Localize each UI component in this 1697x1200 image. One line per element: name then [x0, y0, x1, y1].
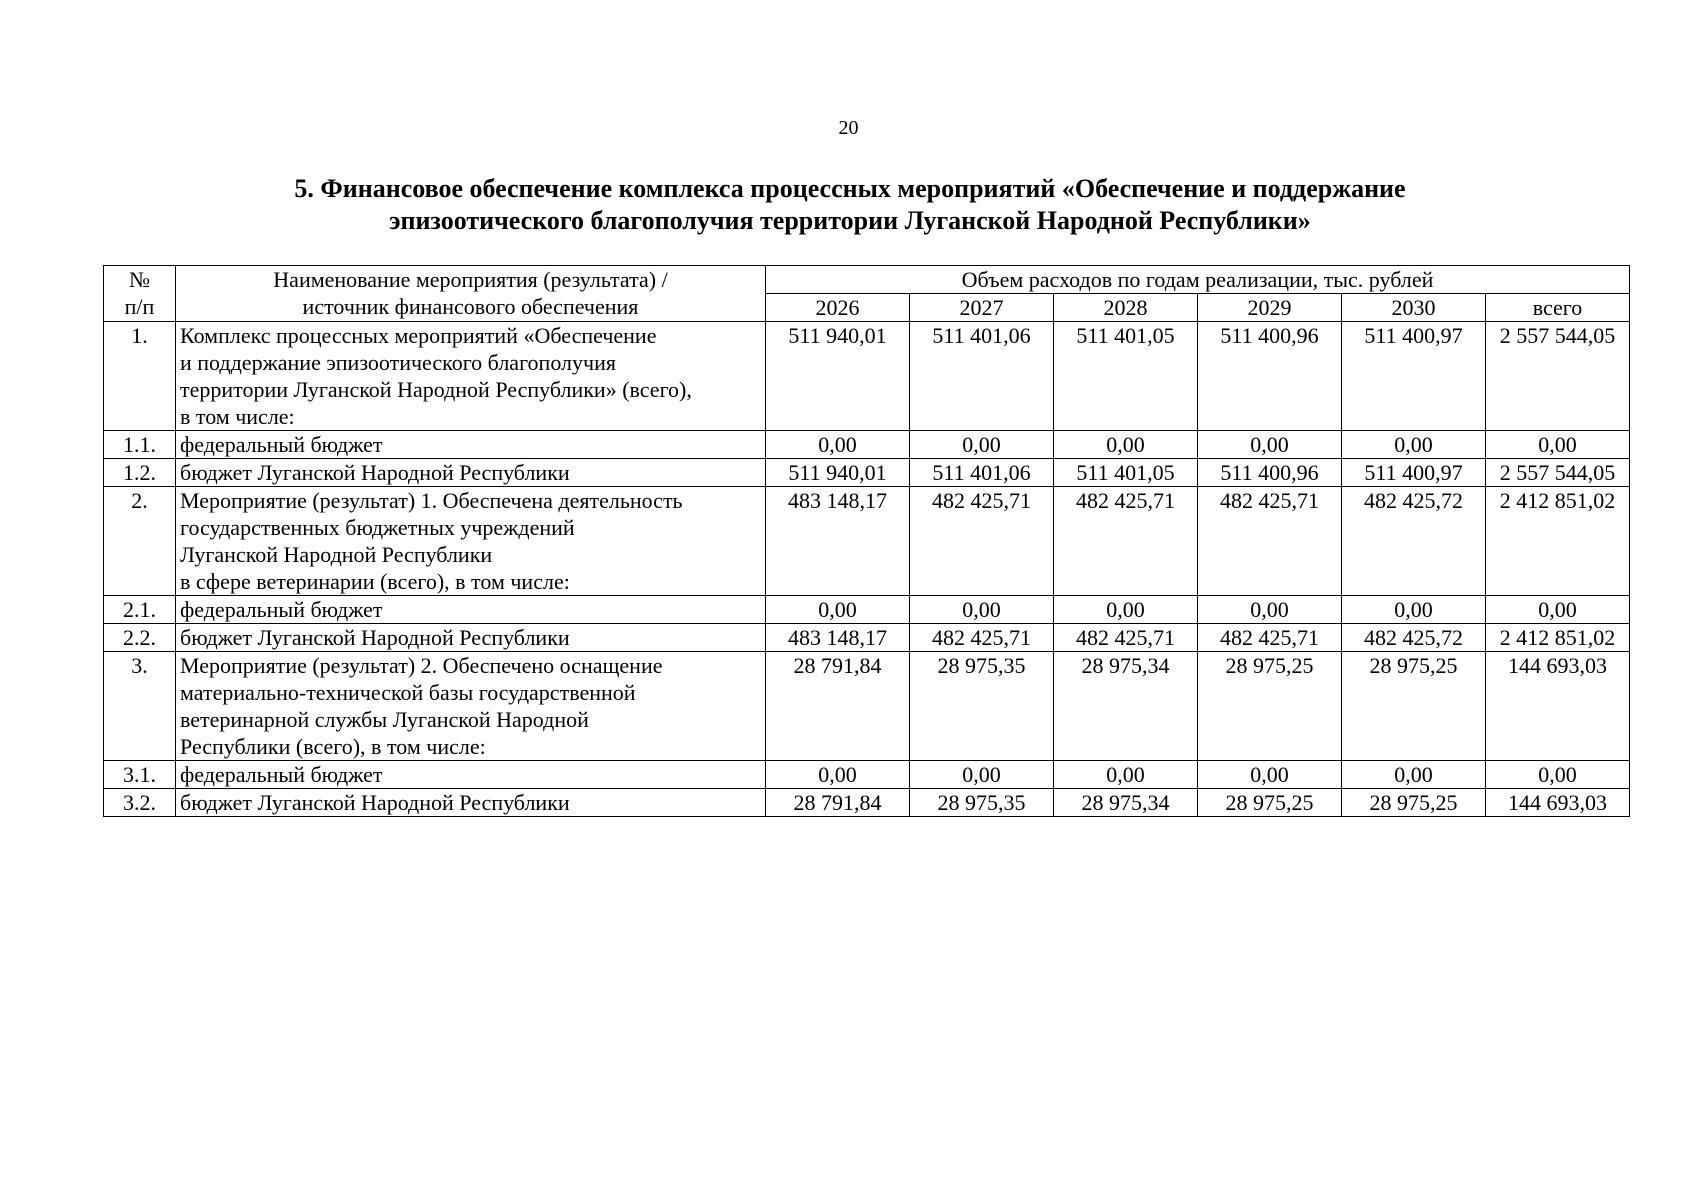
value-2028: 28 975,34	[1054, 652, 1198, 761]
row-number: 1.2.	[104, 459, 176, 487]
value-2027: 0,00	[910, 431, 1054, 459]
row-name: Мероприятие (результат) 2. Обеспечено оснащение материально-технической базы государственной ветеринарной службы Луганской Народной Республики (всего), в том числе:	[176, 652, 766, 761]
document-title	[180, 173, 1520, 237]
value-2028: 28 975,34	[1054, 789, 1198, 817]
value-total: 2 557 544,05	[1486, 459, 1630, 487]
value-2029: 482 425,71	[1198, 487, 1342, 596]
value-total: 2 557 544,05	[1486, 322, 1630, 431]
value-2028: 0,00	[1054, 596, 1198, 624]
value-2028: 482 425,71	[1054, 624, 1198, 652]
value-total: 0,00	[1486, 596, 1630, 624]
value-2027: 482 425,71	[910, 624, 1054, 652]
value-2029: 511 400,96	[1198, 322, 1342, 431]
row-number: 3.1.	[104, 761, 176, 789]
value-2026: 28 791,84	[766, 652, 910, 761]
value-total: 0,00	[1486, 761, 1630, 789]
value-2030: 0,00	[1342, 431, 1486, 459]
value-2030: 28 975,25	[1342, 789, 1486, 817]
value-total: 144 693,03	[1486, 652, 1630, 761]
value-2026: 483 148,17	[766, 487, 910, 596]
table-row	[104, 431, 1630, 459]
header-row-1	[104, 266, 1630, 294]
header-year-2029: 2029	[1198, 294, 1342, 322]
value-2030: 0,00	[1342, 596, 1486, 624]
header-year-2027: 2027	[910, 294, 1054, 322]
header-year-2026: 2026	[766, 294, 910, 322]
table-row	[104, 322, 1630, 431]
value-2028: 511 401,05	[1054, 322, 1198, 431]
row-number: 3.2.	[104, 789, 176, 817]
table-row	[104, 459, 1630, 487]
value-2030: 511 400,97	[1342, 459, 1486, 487]
header-name: Наименование мероприятия (результата) / источник финансового обеспечения	[176, 266, 766, 322]
row-number: 2.1.	[104, 596, 176, 624]
value-2030: 511 400,97	[1342, 322, 1486, 431]
value-2026: 483 148,17	[766, 624, 910, 652]
value-2030: 482 425,72	[1342, 487, 1486, 596]
value-2029: 511 400,96	[1198, 459, 1342, 487]
document-title-line-2: эпизоотического благополучия территории Луганской Народной Республики»	[389, 206, 1311, 235]
value-2026: 511 940,01	[766, 459, 910, 487]
value-2027: 511 401,06	[910, 459, 1054, 487]
value-2027: 28 975,35	[910, 789, 1054, 817]
table-row	[104, 487, 1630, 596]
value-2026: 511 940,01	[766, 322, 910, 431]
value-2026: 0,00	[766, 431, 910, 459]
header-expenses: Объем расходов по годам реализации, тыс. рублей	[766, 266, 1630, 294]
value-2026: 0,00	[766, 596, 910, 624]
table-row	[104, 761, 1630, 789]
header-total: всего	[1486, 294, 1630, 322]
row-number: 2.2.	[104, 624, 176, 652]
value-2029: 482 425,71	[1198, 624, 1342, 652]
row-name: федеральный бюджет	[176, 431, 766, 459]
value-2027: 482 425,71	[910, 487, 1054, 596]
document-title-line-1: 5. Финансовое обеспечение комплекса процессных мероприятий «Обеспечение и поддержание	[294, 174, 1406, 203]
row-number: 1.	[104, 322, 176, 431]
value-2028: 511 401,05	[1054, 459, 1198, 487]
value-total: 144 693,03	[1486, 789, 1630, 817]
row-name: Мероприятие (результат) 1. Обеспечена деятельность государственных бюджетных учреждений Луганской Народной Республики в сфере ветеринарии (всего), в том числе:	[176, 487, 766, 596]
value-2029: 0,00	[1198, 431, 1342, 459]
value-2027: 0,00	[910, 596, 1054, 624]
value-total: 2 412 851,02	[1486, 624, 1630, 652]
value-2029: 28 975,25	[1198, 789, 1342, 817]
header-year-2030: 2030	[1342, 294, 1486, 322]
row-number: 2.	[104, 487, 176, 596]
value-total: 2 412 851,02	[1486, 487, 1630, 596]
row-name: бюджет Луганской Народной Республики	[176, 624, 766, 652]
value-total: 0,00	[1486, 431, 1630, 459]
row-name: федеральный бюджет	[176, 761, 766, 789]
value-2030: 0,00	[1342, 761, 1486, 789]
table-row	[104, 624, 1630, 652]
table-row	[104, 596, 1630, 624]
value-2028: 0,00	[1054, 761, 1198, 789]
value-2026: 0,00	[766, 761, 910, 789]
value-2027: 511 401,06	[910, 322, 1054, 431]
row-name: бюджет Луганской Народной Республики	[176, 789, 766, 817]
row-name: федеральный бюджет	[176, 596, 766, 624]
value-2029: 0,00	[1198, 761, 1342, 789]
value-2026: 28 791,84	[766, 789, 910, 817]
page-number: 20	[838, 117, 859, 139]
row-number: 3.	[104, 652, 176, 761]
value-2029: 0,00	[1198, 596, 1342, 624]
financing-table	[103, 265, 1630, 817]
value-2028: 0,00	[1054, 431, 1198, 459]
row-name: Комплекс процессных мероприятий «Обеспечение и поддержание эпизоотического благополучия территории Луганской Народной Республики» (всего), в том числе:	[176, 322, 766, 431]
value-2030: 28 975,25	[1342, 652, 1486, 761]
table-row	[104, 789, 1630, 817]
table-row	[104, 652, 1630, 761]
header-year-2028: 2028	[1054, 294, 1198, 322]
header-num: № п/п	[104, 266, 176, 322]
value-2029: 28 975,25	[1198, 652, 1342, 761]
value-2028: 482 425,71	[1054, 487, 1198, 596]
row-name: бюджет Луганской Народной Республики	[176, 459, 766, 487]
value-2027: 0,00	[910, 761, 1054, 789]
row-number: 1.1.	[104, 431, 176, 459]
value-2027: 28 975,35	[910, 652, 1054, 761]
value-2030: 482 425,72	[1342, 624, 1486, 652]
